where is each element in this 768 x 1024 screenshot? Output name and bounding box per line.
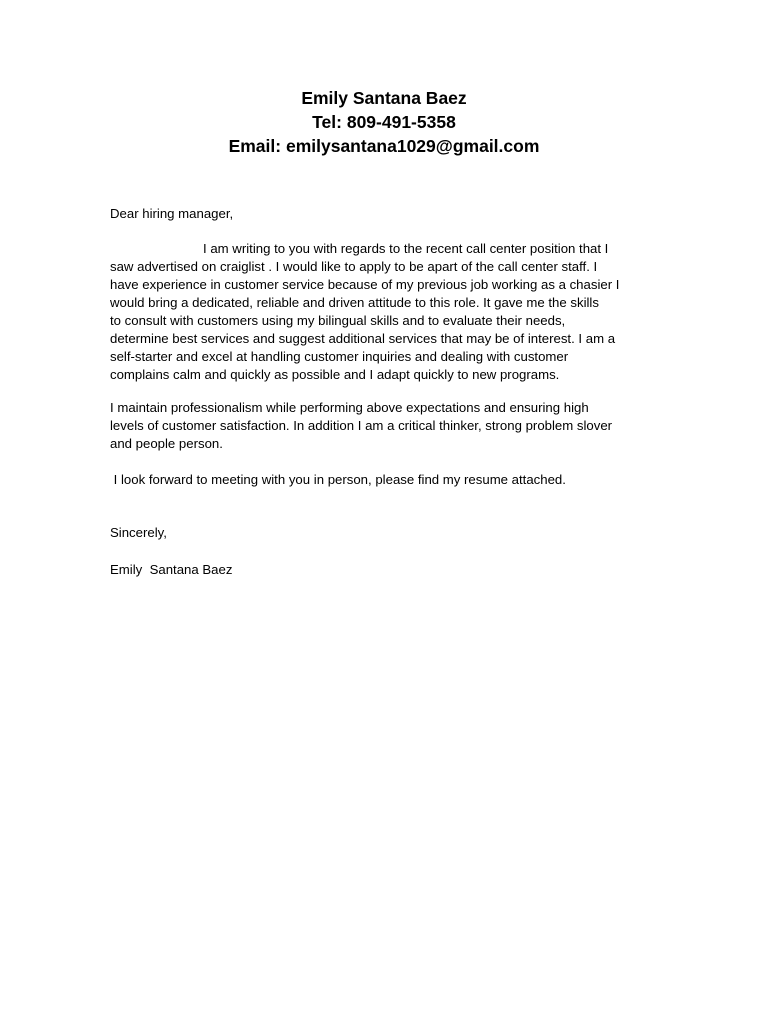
letter-paragraph-2: [110, 399, 658, 453]
letter-paragraph-3: [110, 471, 658, 489]
applicant-name: Emily Santana Baez: [301, 88, 467, 108]
paragraph-line: levels of customer satisfaction. In addition I am a critical thinker, strong problem slover: [110, 418, 613, 433]
paragraph-line: self-starter and excel at handling customer inquiries and dealing with customer: [110, 349, 569, 364]
paragraph-line: complains calm and quickly as possible and I adapt quickly to new programs.: [110, 367, 560, 382]
paragraph-line: I maintain professionalism while performing above expectations and ensuring high: [110, 400, 589, 415]
letter-header: [0, 86, 768, 158]
applicant-email: Email: emilysantana1029@gmail.com: [228, 136, 540, 156]
letter-paragraph-1: [110, 240, 658, 384]
paragraph-line: would bring a dedicated, reliable and driven attitude to this role. It gave me the skills: [110, 295, 599, 310]
paragraph-line: saw advertised on craiglist . I would like to apply to be apart of the call center staff. I: [110, 259, 598, 274]
letter-signature: Emily Santana Baez: [110, 562, 233, 577]
paragraph-line: I look forward to meeting with you in person, please find my resume attached.: [110, 472, 566, 487]
paragraph-line: to consult with customers using my bilingual skills and to evaluate their needs,: [110, 313, 566, 328]
paragraph-line: have experience in customer service because of my previous job working as a chasier I: [110, 277, 620, 292]
paragraph-line: and people person.: [110, 436, 223, 451]
letter-greeting: Dear hiring manager,: [110, 206, 234, 221]
applicant-phone: Tel: 809-491-5358: [312, 112, 456, 132]
paragraph-line: determine best services and suggest additional services that may be of interest. I am a: [110, 331, 616, 346]
paragraph-line: I am writing to you with regards to the recent call center position that I: [203, 241, 609, 256]
letter-closing: Sincerely,: [110, 525, 167, 540]
